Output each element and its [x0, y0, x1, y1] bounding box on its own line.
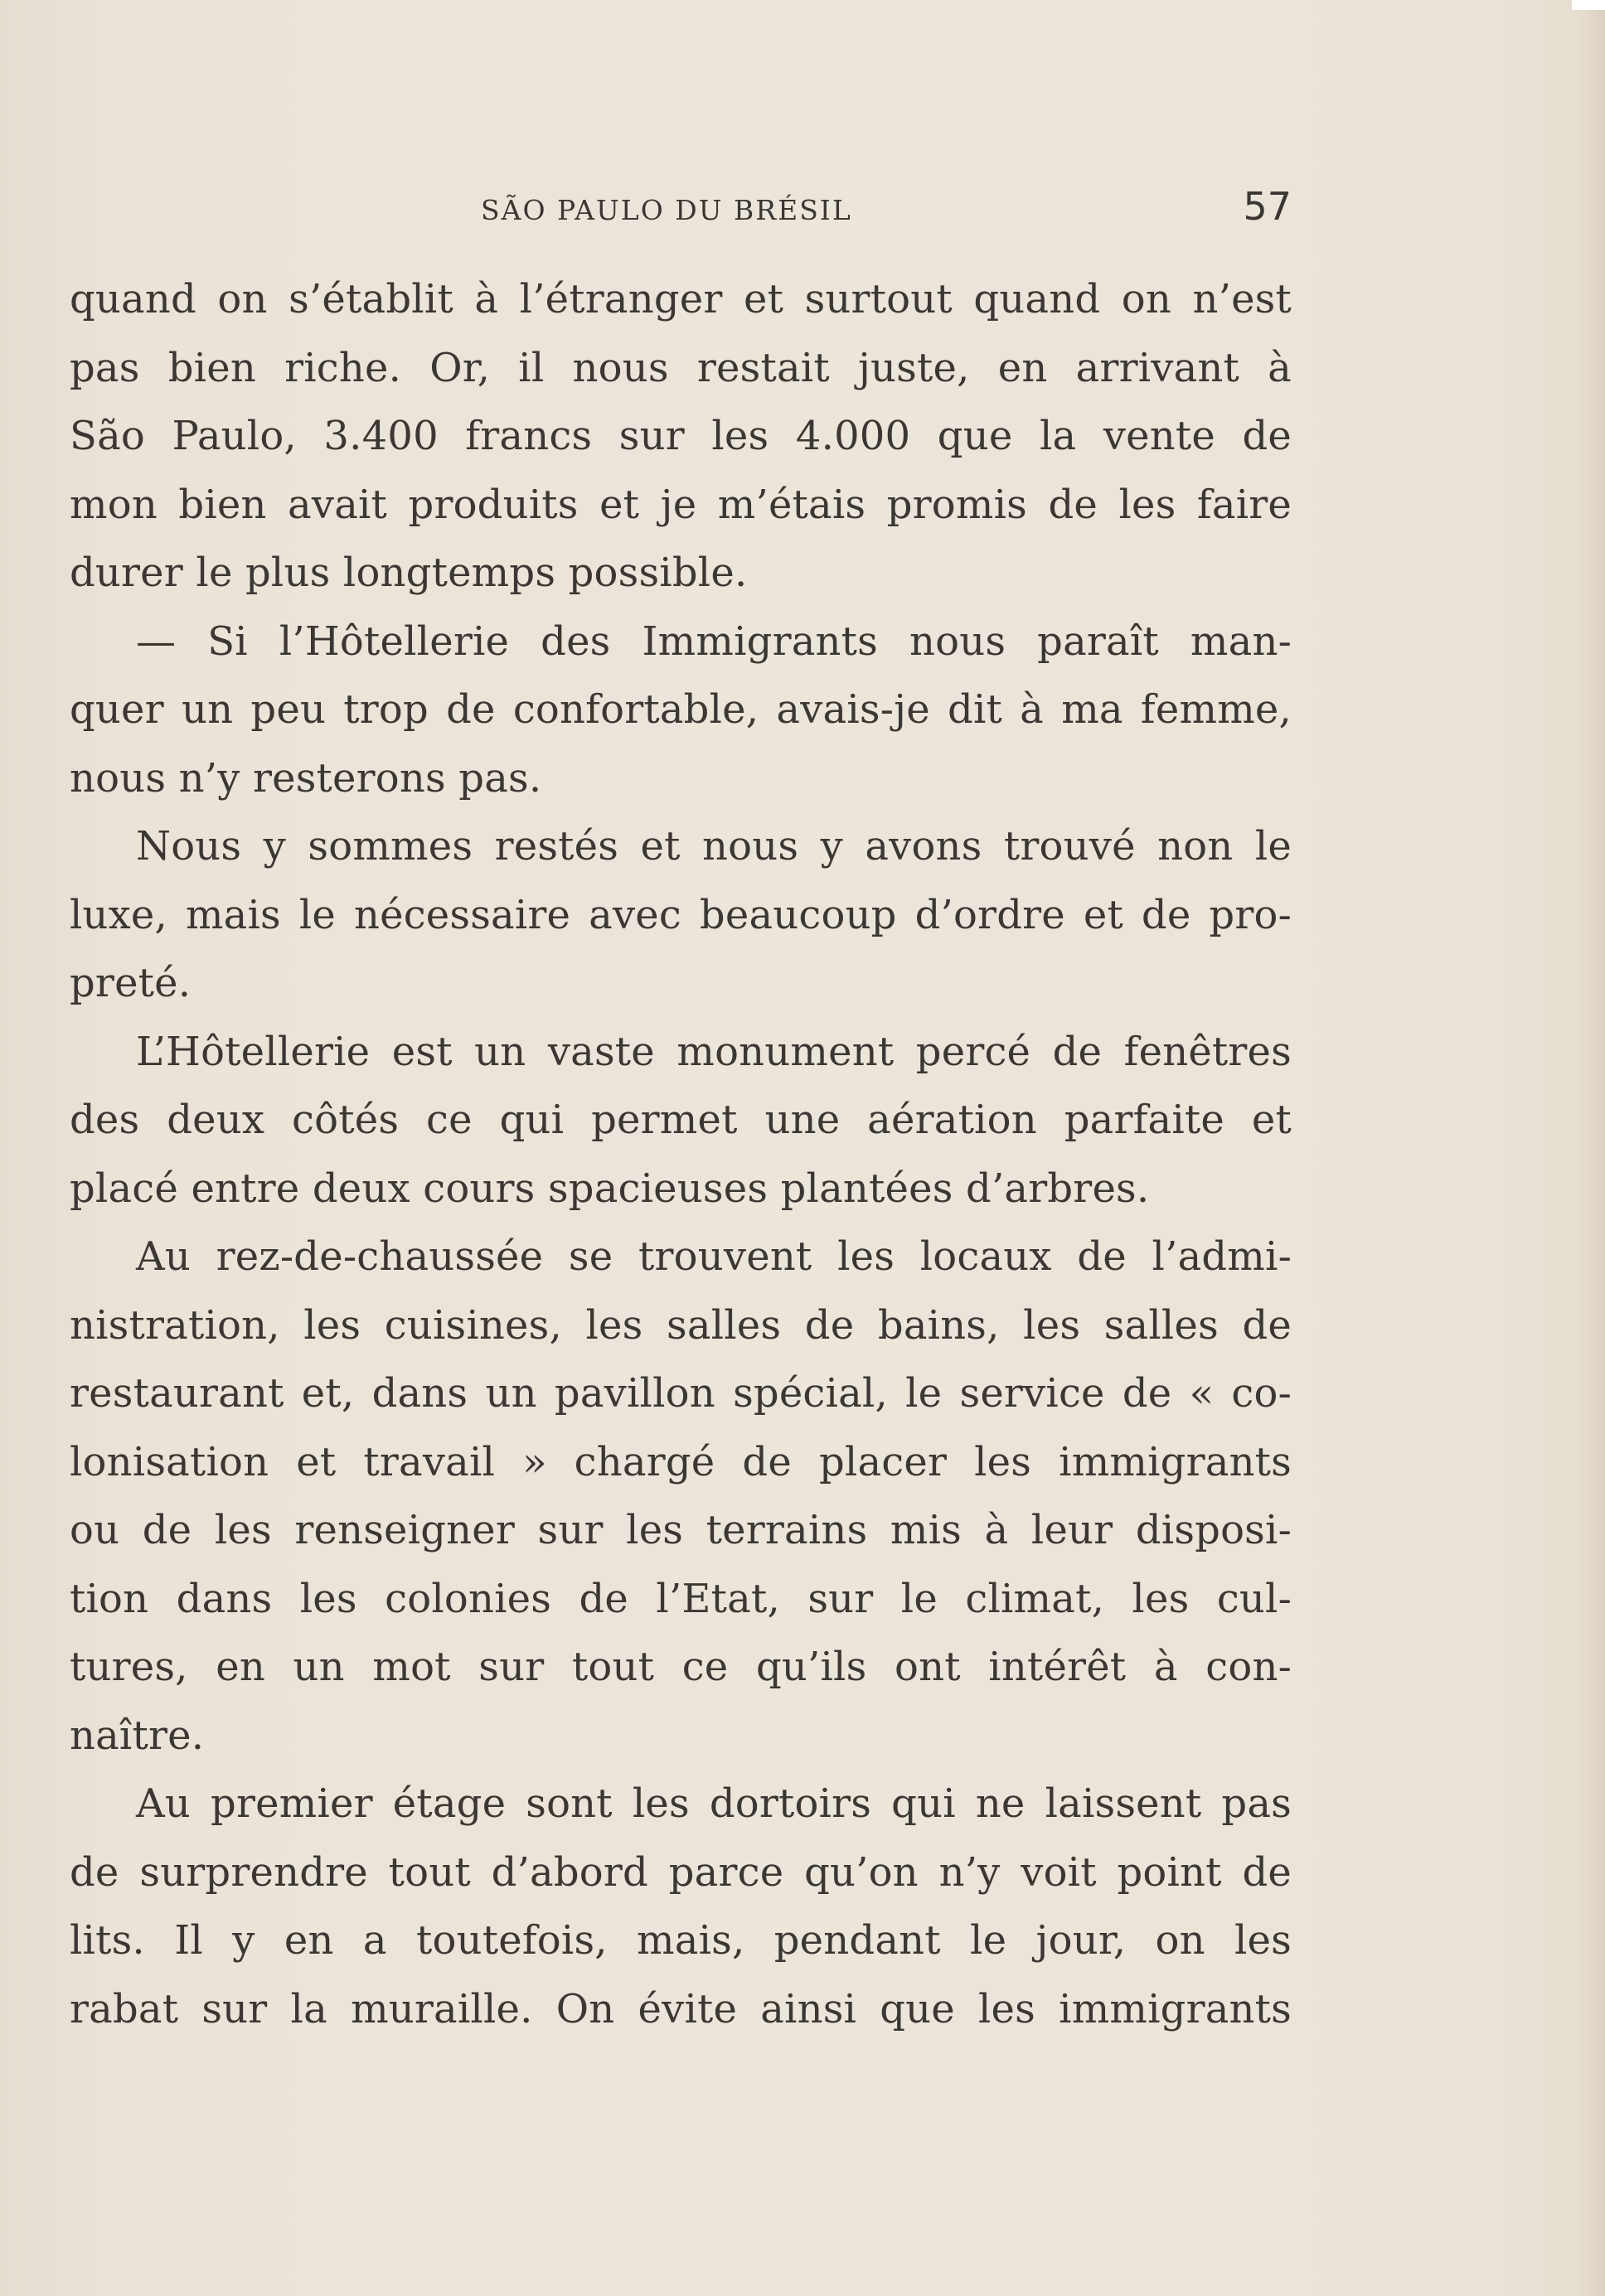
text-line: placé entre deux cours spacieuses plantées d’arbres. [70, 1165, 1150, 1212]
text-line: São Paulo, 3.400 francs sur les 4.000 que la vente de [70, 413, 1292, 459]
running-header [70, 184, 1292, 234]
text-line: pas bien riche. Or, il nous restait juste, en arrivant à [70, 344, 1292, 391]
text-line: tion dans les colonies de l’Etat, sur le climat, les cul- [70, 1575, 1292, 1622]
text-line: mon bien avait produits et je m’étais promis de les faire [70, 481, 1292, 528]
text-line: Au rez-de-chaussée se trouvent les locaux de l’admi- [136, 1233, 1292, 1280]
text-line: de surprendre tout d’abord parce qu’on n’y voit point de [70, 1848, 1292, 1896]
text-line: ou de les renseigner sur les terrains mis à leur disposi- [70, 1507, 1292, 1553]
text-line: Au premier étage sont les dortoirs qui ne laissent pas [136, 1780, 1292, 1827]
running-title: SÃO PAULO DU BRÉSIL [481, 194, 852, 226]
body-text [70, 265, 1292, 2043]
text-line: luxe, mais le nécessaire avec beaucoup d’ordre et de pro- [70, 891, 1292, 938]
scan-corner-mark [1572, 0, 1605, 10]
page-number: 57 [1243, 184, 1292, 229]
text-line: rabat sur la muraille. On évite ainsi que les immigrants [70, 1985, 1292, 2032]
text-line: tures, en un mot sur tout ce qu’ils ont intérêt à con- [70, 1644, 1292, 1690]
text-line: lits. Il y en a toutefois, mais, pendant le jour, on les [70, 1917, 1292, 1964]
text-line: L’Hôtellerie est un vaste monument percé de fenêtres [136, 1028, 1292, 1075]
text-line: restaurant et, dans un pavillon spécial, le service de « co- [70, 1370, 1292, 1417]
text-line: durer le plus longtemps possible. [70, 550, 748, 596]
text-line: — Si l’Hôtellerie des Immigrants nous paraît man- [136, 618, 1292, 665]
text-line: quand on s’établit à l’étranger et surtout quand on n’est [70, 276, 1292, 322]
text-line: nous n’y resterons pas. [70, 754, 542, 802]
text-line: nistration, les cuisines, les salles de bains, les salles de [70, 1301, 1292, 1349]
page-edge-shadow [1580, 0, 1605, 2296]
text-line: naître. [70, 1712, 205, 1759]
text-line: des deux côtés ce qui permet une aération parfaite et [70, 1097, 1292, 1143]
text-line: preté. [70, 960, 192, 1006]
text-line: Nous y sommes restés et nous y avons trouvé non le [136, 823, 1292, 869]
text-line: quer un peu trop de confortable, avais-je dit à ma femme, [70, 686, 1292, 733]
text-line: lonisation et travail » chargé de placer les immigrants [70, 1438, 1292, 1485]
